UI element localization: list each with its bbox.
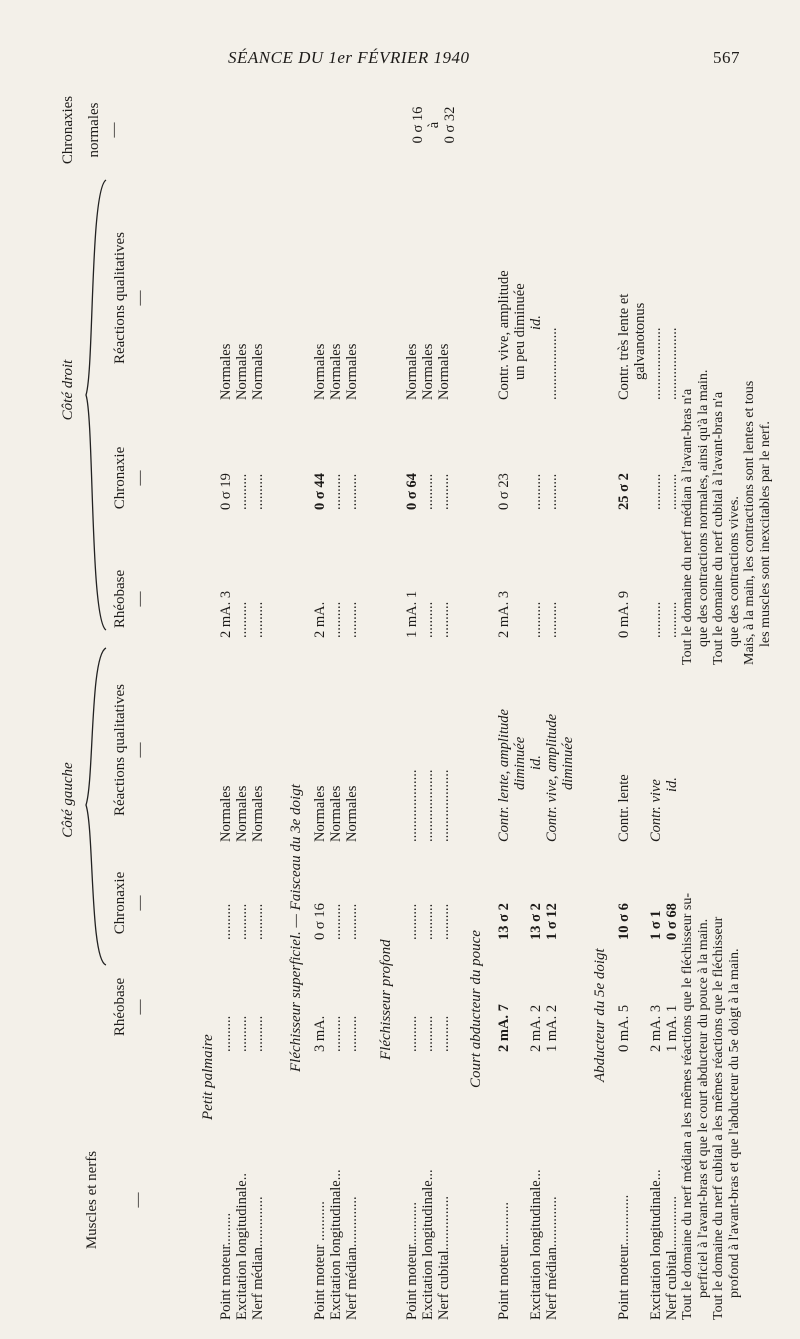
cell: .......... <box>544 473 560 510</box>
row-label: Nerf médian.............. <box>544 1196 560 1320</box>
cell: 0 σ 19 <box>218 473 234 510</box>
normal-value: 0 σ 16 <box>410 106 426 144</box>
col-muscles-label: Muscles et nerfs <box>84 1150 100 1250</box>
col-chronaxie-right-dash: — <box>132 470 148 486</box>
cell: 1 mA. 1 <box>664 1004 680 1052</box>
col-chronaxie-right <box>112 428 148 528</box>
col-reactions-left-dash: — <box>132 742 148 758</box>
cell: 2 mA. 3 <box>218 590 234 638</box>
group-left-title: Côté gauche <box>60 762 76 838</box>
cell: .......... <box>328 903 344 940</box>
cell: Normales <box>344 343 360 400</box>
cell: diminuée <box>512 736 528 790</box>
col-chronaxie-right-label: Chronaxie <box>112 446 128 510</box>
chronaxie-right-cells <box>312 473 360 510</box>
col-chronaxie-left-label: Chronaxie <box>112 871 128 935</box>
cell: .......... <box>234 601 250 638</box>
cell: .......... <box>328 601 344 638</box>
cell: Normales <box>234 785 250 842</box>
cell: .................... <box>436 769 452 842</box>
footnote-line: Mais, à la main, les contractions sont lentes et tous <box>742 380 757 665</box>
cell: Normales <box>404 343 420 400</box>
cell: Normales <box>250 785 266 842</box>
cell: .......... <box>344 1015 360 1052</box>
reactions-right-cells <box>648 328 680 401</box>
cell: Normales <box>328 343 344 400</box>
cell: diminuée <box>560 736 576 790</box>
row-label: Point moteur............ <box>496 1201 512 1320</box>
reactions-left-cells <box>218 786 266 842</box>
cell: .................... <box>544 327 560 400</box>
cell: .......... <box>328 1015 344 1052</box>
chronaxie-right-cells <box>218 473 266 510</box>
row-label: Excitation longitudinale... <box>420 1169 436 1320</box>
section-title: Fléchisseur superficiel. — Faisceau du 3e doigt <box>288 784 304 1072</box>
normal-value: à <box>426 121 442 129</box>
section-title: Petit palmaire <box>200 1034 216 1120</box>
col-reactions-right-label: Réactions qualitatives <box>112 231 128 365</box>
reactions-left-cells <box>648 777 680 842</box>
footnote-line: Tout le domaine du nerf cubital à l'avant-bras n'a <box>711 391 726 665</box>
row-label: Point moteur.............. <box>616 1194 632 1320</box>
cell: .......... <box>234 903 250 940</box>
col-rheobase-right-label: Rhéobase <box>112 569 128 629</box>
cell: .......... <box>344 473 360 510</box>
cell: .......... <box>328 473 344 510</box>
rheobase-left-cells <box>404 1016 452 1052</box>
cell: 2 mA. 3 <box>648 1004 664 1052</box>
rotated-table <box>50 70 773 1320</box>
cell: .......... <box>528 601 544 638</box>
cell: Normales <box>250 343 266 400</box>
col-normal-dash: — <box>106 122 122 138</box>
cell: 2 mA. <box>312 601 328 638</box>
cell: 13 σ 2 <box>528 903 544 940</box>
reactions-right-cells <box>404 344 452 400</box>
rheobase-right-cells <box>404 591 452 638</box>
cell: .......... <box>420 601 436 638</box>
normal-value: 0 σ 32 <box>442 106 458 144</box>
col-rheobase-left-label: Rhéobase <box>112 977 128 1037</box>
col-rheobase-left <box>112 962 148 1052</box>
cell: .......... <box>436 601 452 638</box>
cell: .......... <box>344 903 360 940</box>
cell: Normales <box>312 343 328 400</box>
cell: Contr. vive <box>648 779 664 842</box>
page-number: 567 <box>713 48 740 67</box>
cell: Contr. lente <box>616 774 632 842</box>
cell: 10 σ 6 <box>616 903 632 940</box>
group-right-title: Côté droit <box>60 359 76 421</box>
footnote-line: profond à l'avant-bras et que l'abducteur du 5e doigt à la main. <box>726 948 742 1298</box>
cell: .......... <box>436 1015 452 1052</box>
cell: 0 σ 16 <box>312 903 328 940</box>
rheobase-right-cells <box>648 602 680 638</box>
footnote-line: perficiel à l'avant-bras et que le court abducteur du pouce à la main. <box>695 918 711 1298</box>
normal-values <box>410 80 458 170</box>
row-label: Nerf médian.............. <box>250 1196 266 1320</box>
cell: .......... <box>664 473 680 510</box>
cell: Contr. vive, amplitude <box>496 270 512 400</box>
cell: .................... <box>420 769 436 842</box>
col-reactions-left <box>112 650 148 850</box>
cell: .......... <box>420 1015 436 1052</box>
cell: .......... <box>250 601 266 638</box>
cell: Normales <box>328 785 344 842</box>
cell: 2 mA. 7 <box>496 1004 512 1052</box>
rheobase-right-cells <box>312 602 360 638</box>
cell: 1 σ 1 <box>648 910 664 940</box>
cell: .......... <box>420 473 436 510</box>
row-label: Point moteur ........... <box>312 1201 328 1320</box>
cell: .......... <box>250 903 266 940</box>
cell: .......... <box>648 601 664 638</box>
chronaxie-right-cells <box>404 473 452 510</box>
section-labels <box>312 1169 360 1320</box>
cell: .......... <box>218 1015 234 1052</box>
cell: .......... <box>404 1015 420 1052</box>
chronaxie-left-cells <box>648 903 680 940</box>
cell: .................... <box>404 769 420 842</box>
col-rheobase-left-dash: — <box>132 999 148 1015</box>
cell: .......... <box>648 473 664 510</box>
col-normal <box>60 75 122 185</box>
section-title: Fléchisseur profond <box>378 939 394 1060</box>
row-label: Nerf cubital............... <box>664 1195 680 1320</box>
cell: 25 σ 2 <box>616 473 632 510</box>
section-title: Court abducteur du pouce <box>468 930 484 1088</box>
cell: 3 mA. <box>312 1015 328 1052</box>
row-label: Point moteur............ <box>404 1201 420 1320</box>
footnote-line: Tout le domaine du nerf médian à l'avant-bras n'a <box>680 388 695 665</box>
chronaxie-left-cells <box>218 904 266 940</box>
section-labels <box>648 1169 680 1320</box>
col-reactions-right-dash: — <box>132 290 148 306</box>
cell: .......... <box>664 601 680 638</box>
footnote-right <box>680 370 773 665</box>
cell: 1 mA. 2 <box>544 1004 560 1052</box>
row-label: Nerf médian.............. <box>344 1196 360 1320</box>
cell: Normales <box>234 343 250 400</box>
reactions-left-cells <box>312 786 360 842</box>
cell: .......... <box>404 903 420 940</box>
row-label: Excitation longitudinale... <box>528 1169 544 1320</box>
col-muscles-dash: — <box>130 1192 146 1208</box>
cell: .................... <box>664 327 680 400</box>
section-title: Abducteur du 5e doigt <box>592 948 608 1082</box>
cell: 0 σ 68 <box>664 903 680 940</box>
col-rheobase-right-dash: — <box>132 591 148 607</box>
chronaxie-right-cells <box>648 474 680 510</box>
cell: .......... <box>436 903 452 940</box>
cell: galvanotonus <box>632 302 648 380</box>
rheobase-left-cells <box>648 1005 680 1052</box>
cell: 0 σ 23 <box>496 473 512 510</box>
cell: un peu diminuée <box>512 283 528 380</box>
rheobase-left-cells <box>218 1016 266 1052</box>
chronaxie-left-cells <box>312 903 360 940</box>
col-normal-label-1: Chronaxies <box>60 95 76 165</box>
cell: id. <box>528 755 544 770</box>
cell: Normales <box>436 343 452 400</box>
reactions-right-cells <box>312 344 360 400</box>
rheobase-right-cells <box>218 591 266 638</box>
footnote-line: Tout le domaine du nerf médian a les mêmes réactions que le fléchisseur su- <box>680 892 695 1320</box>
cell: Normales <box>344 785 360 842</box>
row-label: Excitation longitudinale... <box>328 1169 344 1320</box>
cell: 0 σ 44 <box>312 473 328 510</box>
cell: id. <box>528 315 544 330</box>
cell: Contr. lente, amplitude <box>496 709 512 842</box>
col-chronaxie-left <box>112 858 148 948</box>
row-label: Point moteur......... <box>218 1212 234 1320</box>
cell: 2 mA. 3 <box>496 590 512 638</box>
cell: .......... <box>250 1015 266 1052</box>
cell: 13 σ 2 <box>496 903 512 940</box>
col-muscles <box>84 1080 146 1320</box>
col-normal-label-2: normales <box>86 102 102 158</box>
row-label: Excitation longitudinale... <box>648 1169 664 1320</box>
col-reactions-left-label: Réactions qualitatives <box>112 683 128 817</box>
cell: 1 σ 12 <box>544 903 560 940</box>
section-labels <box>404 1169 452 1320</box>
cell: .......... <box>344 601 360 638</box>
row-label: Excitation longitudinale.. <box>234 1173 250 1320</box>
footnote-left <box>680 893 742 1320</box>
row-label: Nerf cubital............... <box>436 1195 452 1320</box>
footnote-line: Tout le domaine du nerf cubital a les mêmes réactions que le fléchisseur <box>711 916 726 1320</box>
cell: .......... <box>528 473 544 510</box>
rheobase-left-cells <box>312 1016 360 1052</box>
cell: Normales <box>420 343 436 400</box>
cell: 0 mA. 5 <box>616 1004 632 1052</box>
reactions-right-cells <box>218 344 266 400</box>
cell: id. <box>664 777 680 792</box>
cell: 0 mA. 9 <box>616 590 632 638</box>
cell: .......... <box>234 1015 250 1052</box>
cell: .......... <box>234 473 250 510</box>
col-rheobase-right <box>112 554 148 644</box>
cell: .................... <box>648 327 664 400</box>
cell: Normales <box>312 785 328 842</box>
footnote-line: les muscles sont inexcitables par le nerf. <box>757 421 773 647</box>
footnote-line: que des contractions vives. <box>726 496 742 647</box>
cell: 2 mA. 2 <box>528 1004 544 1052</box>
cell: .......... <box>218 903 234 940</box>
cell: Contr. très lente et <box>616 293 632 400</box>
running-head <box>0 48 800 72</box>
cell: Contr. vive, amplitude <box>544 713 560 842</box>
section-labels <box>218 1173 266 1320</box>
cell: .......... <box>436 473 452 510</box>
cell: Normales <box>218 785 234 842</box>
cell: 0 σ 64 <box>404 473 420 510</box>
cell: .......... <box>420 903 436 940</box>
cell: Normales <box>218 343 234 400</box>
cell: 1 mA. 1 <box>404 590 420 638</box>
cell: .......... <box>250 473 266 510</box>
chronaxie-left-cells <box>404 904 452 940</box>
col-chronaxie-left-dash: — <box>132 895 148 911</box>
reactions-left-cells <box>404 770 452 843</box>
cell: .......... <box>544 601 560 638</box>
footnote-line: que des contractions normales, ainsi qu'à la main. <box>695 369 711 647</box>
running-head-title: SÉANCE DU 1er FÉVRIER 1940 <box>228 48 470 67</box>
col-reactions-right <box>112 188 148 408</box>
